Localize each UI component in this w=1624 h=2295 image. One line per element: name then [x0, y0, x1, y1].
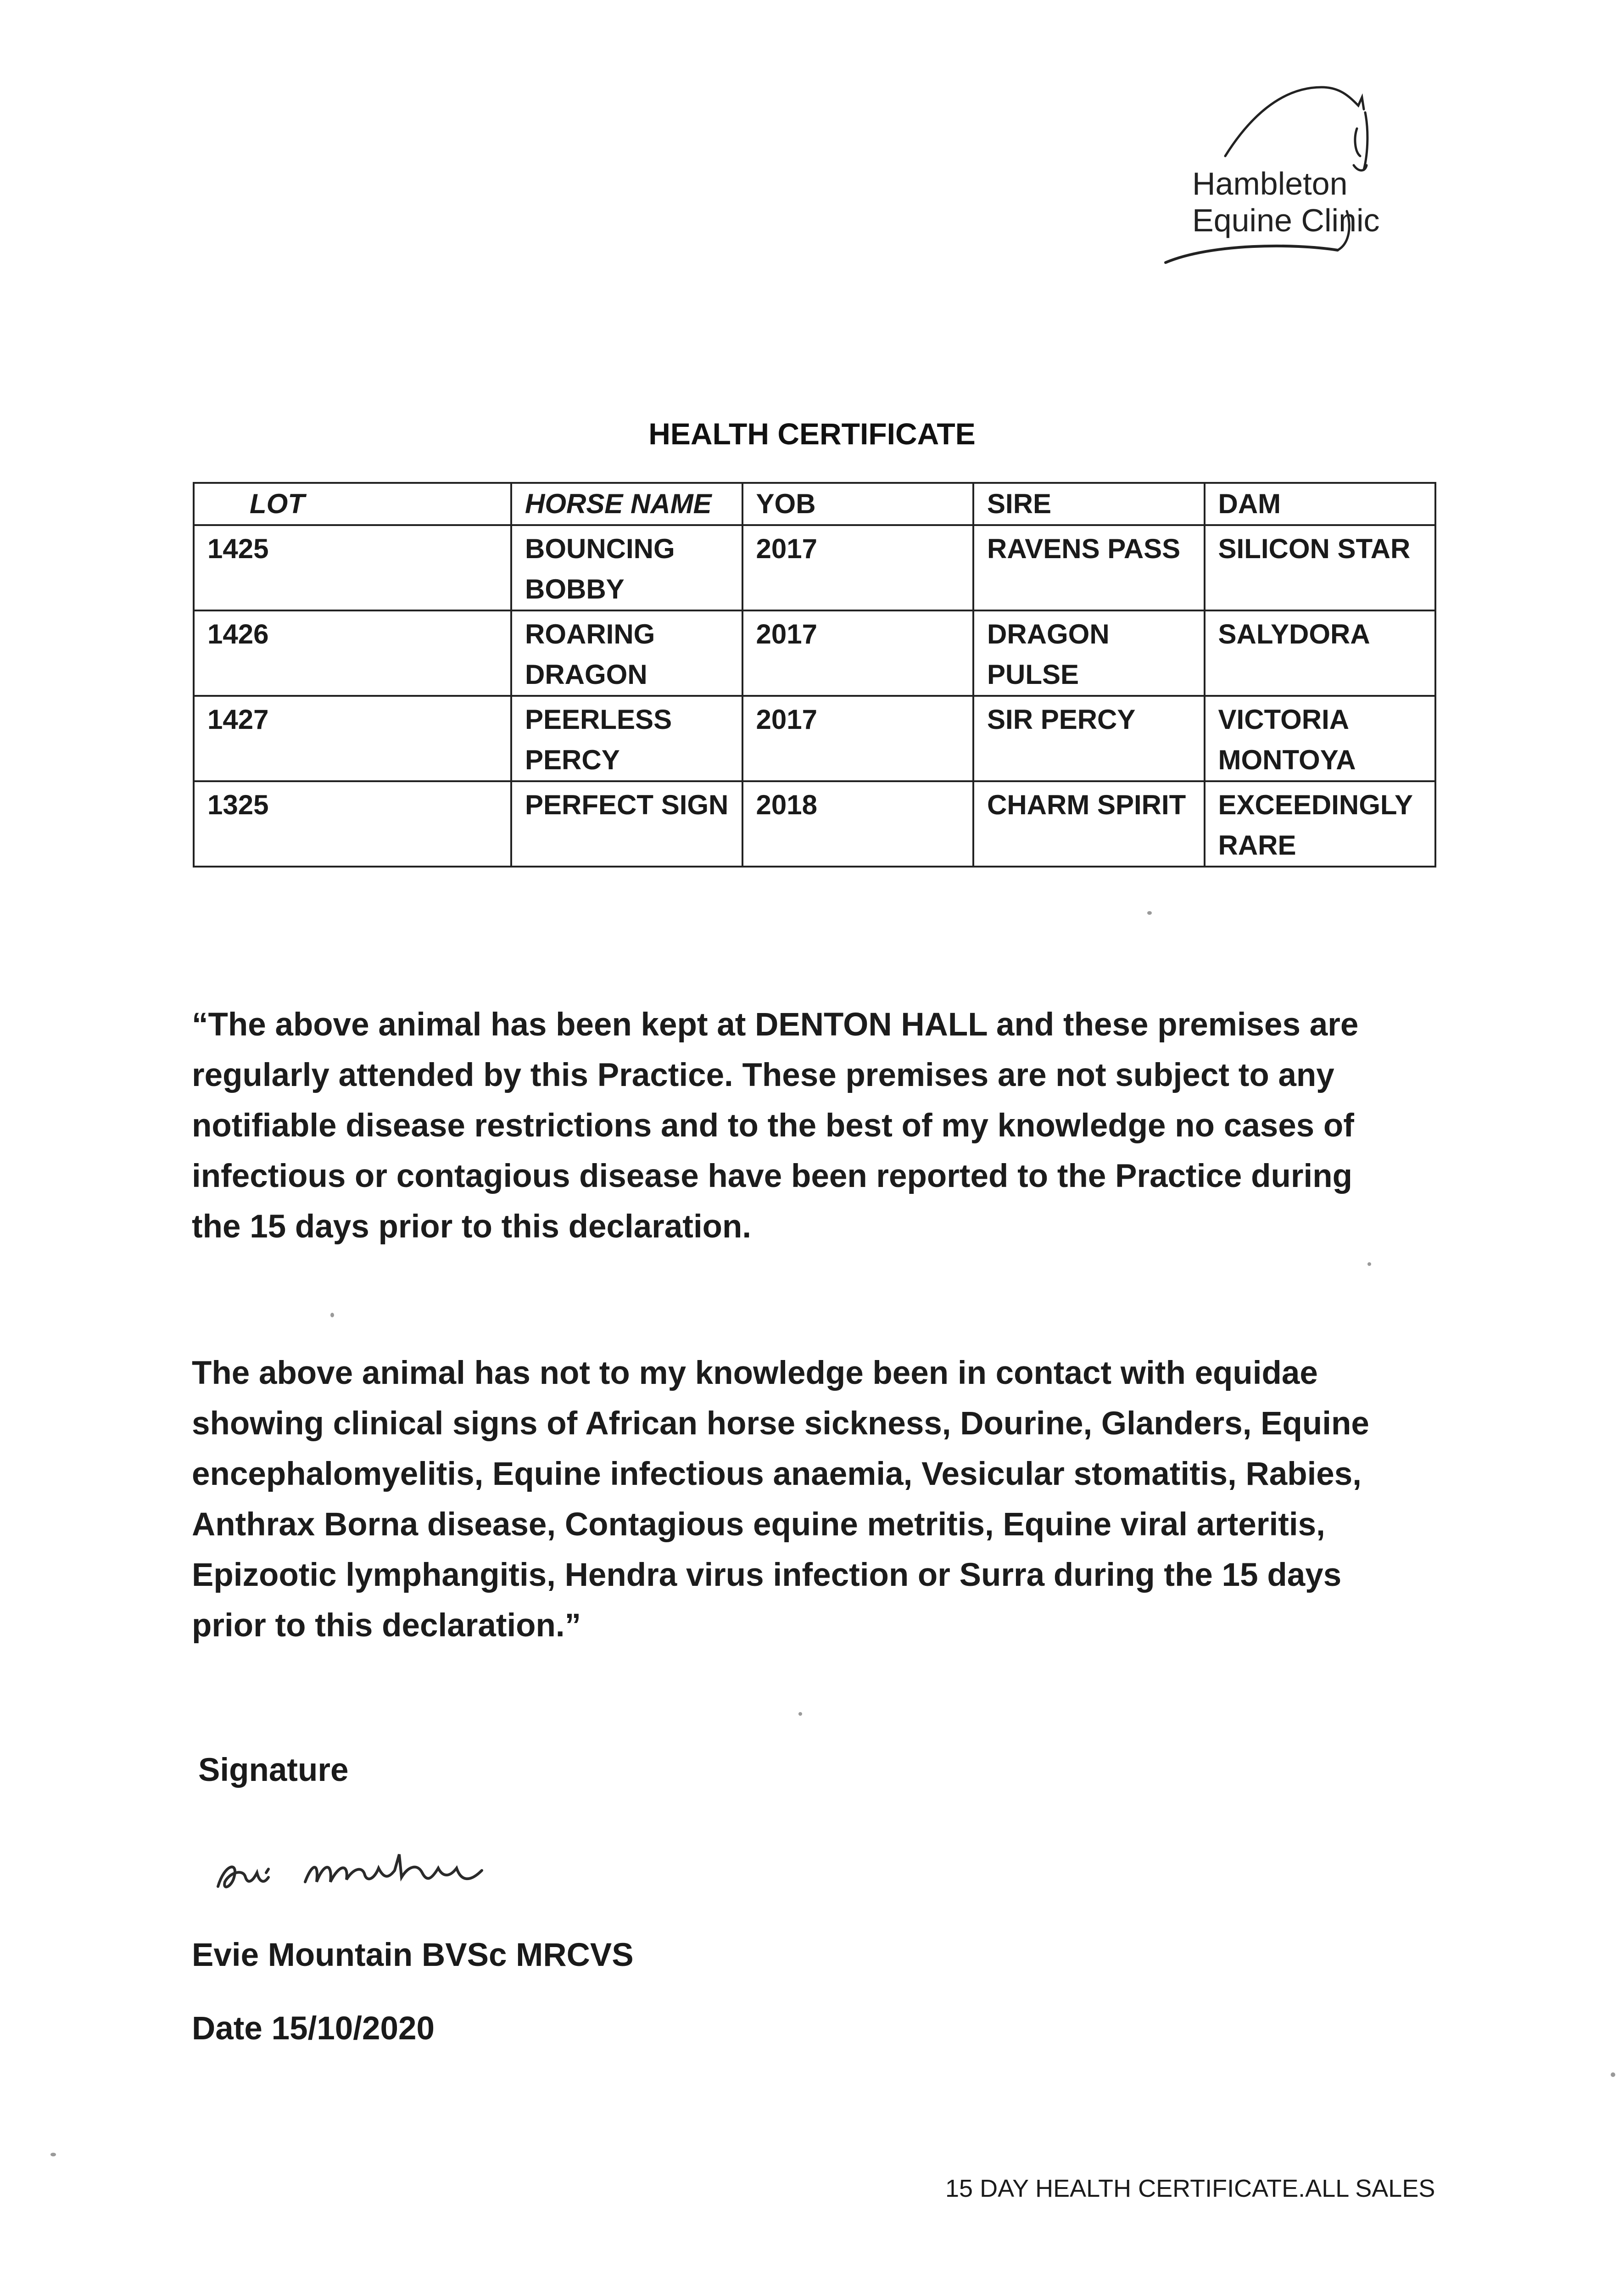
clinic-logo: [1156, 78, 1441, 280]
paragraph-line: notifiable disease restrictions and to the best of my knowledge no cases of: [192, 1108, 1354, 1144]
table-row: [194, 610, 1435, 696]
cell-sire: SIR PERCY: [973, 696, 1205, 781]
paragraph-line: infectious or contagious disease have been reported to the Practice during: [192, 1158, 1352, 1194]
dam-line1: EXCEEDINGLY: [1218, 789, 1413, 820]
signature-scribble-icon: [206, 1818, 537, 1909]
table-row: [194, 525, 1435, 610]
scan-speck: [1611, 2072, 1615, 2077]
scan-speck: [1147, 911, 1152, 915]
declaration-paragraph-2: [192, 1348, 1440, 1651]
paragraph-line: Epizootic lymphangitis, Hendra virus infection or Surra during the 15 days: [192, 1557, 1342, 1593]
scan-speck: [1367, 1262, 1371, 1266]
horse-name-line2: DRAGON: [525, 659, 647, 690]
signature-date: Date 15/10/2020: [192, 2010, 435, 2047]
horse-name-line1: PERFECT SIGN: [525, 789, 729, 820]
paragraph-line: the 15 days prior to this declaration.: [192, 1209, 752, 1245]
cell-sire: RAVENS PASS: [973, 525, 1205, 610]
scan-speck: [330, 1313, 334, 1317]
table-row: [194, 781, 1435, 867]
table-row: [194, 696, 1435, 781]
dam-line1: SILICON STAR: [1218, 533, 1411, 564]
header-yob: YOB: [742, 483, 974, 525]
header-lot: LOT: [194, 483, 511, 525]
cell-lot: 1426: [194, 610, 511, 696]
paragraph-line: The above animal has not to my knowledge been in contact with equidae: [192, 1355, 1318, 1391]
dam-line2: RARE: [1218, 830, 1296, 861]
cell-sire: CHARM SPIRIT: [973, 781, 1205, 867]
dam-line1: SALYDORA: [1218, 619, 1370, 649]
horse-name-line1: PEERLESS: [525, 704, 672, 735]
cell-dam: [1205, 696, 1436, 781]
cell-horse-name: [511, 525, 742, 610]
paragraph-line: prior to this declaration.”: [192, 1607, 581, 1644]
scan-speck: [798, 1712, 802, 1716]
cell-yob: 2017: [742, 610, 974, 696]
paragraph-line: Anthrax Borna disease, Contagious equine metritis, Equine viral arteritis,: [192, 1506, 1325, 1543]
cell-lot: 1325: [194, 781, 511, 867]
paragraph-line: showing clinical signs of African horse sickness, Dourine, Glanders, Equine: [192, 1405, 1369, 1442]
horse-name-line1: BOUNCING: [525, 533, 675, 564]
cell-yob: 2018: [742, 781, 974, 867]
handwritten-signature: [206, 1818, 537, 1909]
horse-name-line2: BOBBY: [525, 574, 625, 605]
cell-horse-name: [511, 696, 742, 781]
cell-yob: 2017: [742, 525, 974, 610]
scan-speck: [50, 2153, 56, 2156]
cell-lot: 1427: [194, 696, 511, 781]
declaration-paragraph-1: [192, 1000, 1440, 1252]
page-title: HEALTH CERTIFICATE: [648, 417, 976, 451]
cell-horse-name: [511, 610, 742, 696]
dam-line1: VICTORIA: [1218, 704, 1350, 735]
footer-text: 15 DAY HEALTH CERTIFICATE.ALL SALES: [945, 2175, 1435, 2202]
signature-label: Signature: [198, 1752, 349, 1788]
paragraph-line: “The above animal has been kept at DENTON HALL and these premises are: [192, 1007, 1359, 1043]
header-horse-name: HORSE NAME: [511, 483, 742, 525]
horse-name-line1: ROARING: [525, 619, 655, 649]
logo-text-line2: Equine Clinic: [1192, 202, 1380, 238]
header-dam: DAM: [1205, 483, 1436, 525]
cell-sire: DRAGON PULSE: [973, 610, 1205, 696]
table-header-row: [194, 483, 1435, 525]
signer-name: Evie Mountain BVSc MRCVS: [192, 1937, 634, 1973]
cell-dam: [1205, 781, 1436, 867]
logo-text-line1: Hambleton: [1192, 166, 1348, 202]
paragraph-line: regularly attended by this Practice. These premises are not subject to any: [192, 1057, 1334, 1093]
dam-line2: MONTOYA: [1218, 744, 1356, 775]
cell-yob: 2017: [742, 696, 974, 781]
cell-lot: 1425: [194, 525, 511, 610]
cell-horse-name: [511, 781, 742, 867]
horse-name-line2: PERCY: [525, 744, 620, 775]
cell-dam: [1205, 610, 1436, 696]
certificate-table: [193, 482, 1436, 868]
paragraph-line: encephalomyelitis, Equine infectious anaemia, Vesicular stomatitis, Rabies,: [192, 1456, 1362, 1492]
cell-dam: [1205, 525, 1436, 610]
header-sire: SIRE: [973, 483, 1205, 525]
